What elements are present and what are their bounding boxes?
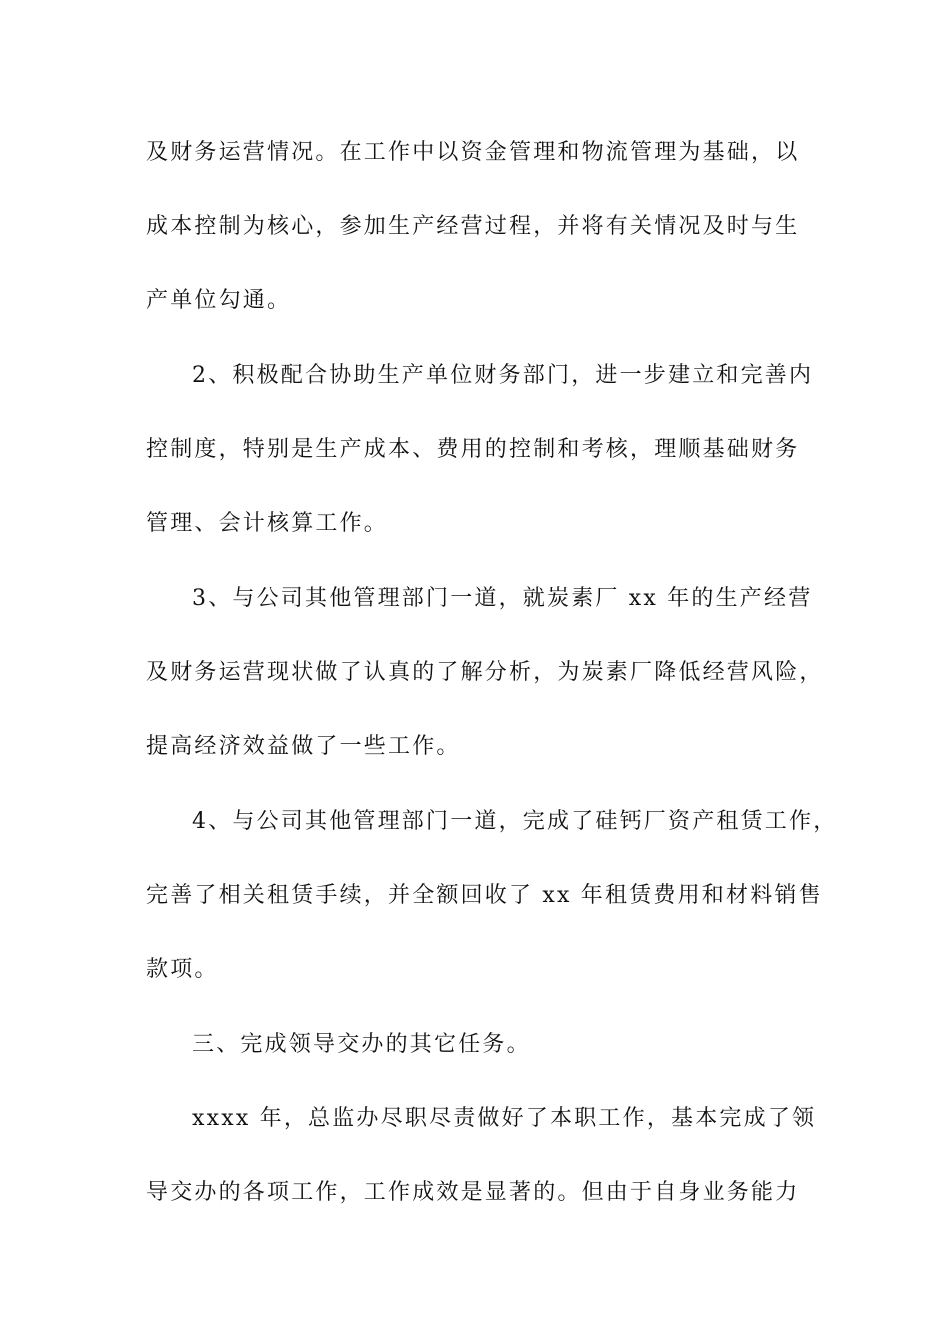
section-heading: 三、完成领导交办的其它任务。 — [192, 1032, 531, 1057]
text-line: 成本控制为核心，参加生产经营过程，并将有关情况及时与生 — [146, 214, 800, 239]
text-line: 及财务运营现状做了认真的了解分析，为炭素厂降低经营风险， — [146, 660, 824, 685]
text-line: xxxx 年，总监办尽职尽责做好了本职工作，基本完成了领 — [192, 1106, 817, 1131]
text-line: 导交办的各项工作，工作成效是显著的。但由于自身业务能力 — [146, 1180, 800, 1205]
text-line: 4、与公司其他管理部门一道，完成了硅钙厂资产租赁工作， — [192, 809, 838, 834]
text-line: 提高经济效益做了一些工作。 — [146, 734, 461, 759]
text-line: 及财务运营情况。在工作中以资金管理和物流管理为基础，以 — [146, 140, 800, 165]
text-line: 3、与公司其他管理部门一道，就炭素厂 xx 年的生产经营 — [192, 586, 813, 611]
text-line: 产单位勾通。 — [146, 288, 292, 313]
text-line: 款项。 — [146, 957, 219, 982]
text-line: 完善了相关租赁手续，并全额回收了 xx 年租赁费用和材料销售 — [146, 883, 823, 908]
text-line: 管理、会计核算工作。 — [146, 511, 389, 536]
text-line: 控制度，特别是生产成本、费用的控制和考核，理顺基础财务 — [146, 437, 800, 462]
text-line: 2、积极配合协助生产单位财务部门，进一步建立和完善内 — [192, 363, 814, 388]
